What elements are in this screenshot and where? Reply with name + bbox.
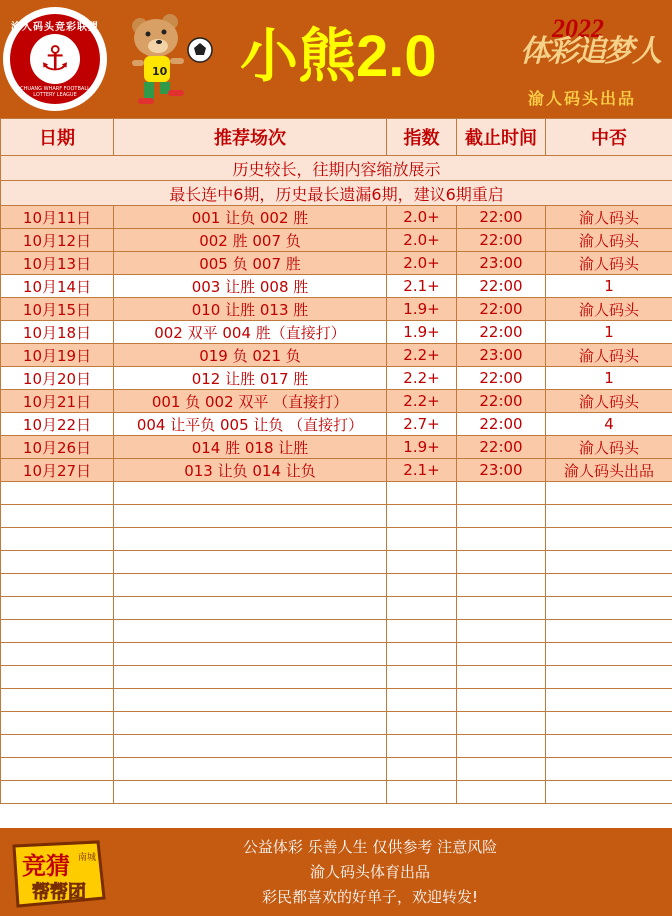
cell-deadline: 22:00 — [457, 229, 546, 252]
history-note: 历史较长，往期内容缩放展示 — [1, 156, 672, 181]
cell-result: 渝人码头 — [546, 229, 672, 252]
cell-match: 014 胜 018 让胜 — [114, 436, 387, 459]
empty-row — [1, 735, 672, 758]
cell-date: 10月26日 — [1, 436, 114, 459]
cell-result: 渝人码头 — [546, 252, 672, 275]
cell-date: 10月14日 — [1, 275, 114, 298]
bear-mascot-icon — [118, 10, 218, 110]
cell-date: 10月11日 — [1, 206, 114, 229]
cell-odds: 1.9+ — [387, 298, 457, 321]
cell-match: 003 让胜 008 胜 — [114, 275, 387, 298]
table-row — [1, 436, 672, 459]
empty-row — [1, 712, 672, 735]
table-row — [1, 459, 672, 482]
badge-subtext: 帮帮团 — [32, 882, 86, 903]
cell-date: 10月18日 — [1, 321, 114, 344]
cell-odds: 2.0+ — [387, 229, 457, 252]
cell-result: 1 — [546, 321, 672, 344]
col-header-match: 推荐场次 — [114, 119, 387, 156]
cell-odds: 2.2+ — [387, 390, 457, 413]
empty-row — [1, 643, 672, 666]
empty-row — [1, 505, 672, 528]
col-header-deadline: 截止时间 — [457, 119, 546, 156]
empty-row — [1, 689, 672, 712]
cell-deadline: 22:00 — [457, 206, 546, 229]
table-row — [1, 390, 672, 413]
cell-deadline: 22:00 — [457, 275, 546, 298]
header-banner — [0, 0, 672, 118]
cell-odds: 1.9+ — [387, 436, 457, 459]
anchor-icon: ⚓ — [39, 39, 71, 79]
cell-match: 013 让负 014 让负 — [114, 459, 387, 482]
cell-match: 002 胜 007 负 — [114, 229, 387, 252]
table-row — [1, 206, 672, 229]
cell-match: 019 负 021 负 — [114, 344, 387, 367]
footer-disclaimer: 公益体彩 乐善人生 仅供参考 注意风险 — [242, 838, 498, 856]
cell-odds: 2.0+ — [387, 206, 457, 229]
slogan: 体彩追梦人 — [520, 35, 660, 68]
table-row — [1, 229, 672, 252]
cell-odds: 2.2+ — [387, 344, 457, 367]
cell-date: 10月12日 — [1, 229, 114, 252]
cell-date: 10月21日 — [1, 390, 114, 413]
cell-result: 1 — [546, 275, 672, 298]
cell-result: 渝人码头 — [546, 344, 672, 367]
cell-odds: 2.1+ — [387, 459, 457, 482]
guess-club-badge-icon — [8, 838, 108, 910]
table-row — [1, 275, 672, 298]
cell-match: 004 让平负 005 让负 （直接打） — [114, 413, 387, 436]
cell-match: 005 负 007 胜 — [114, 252, 387, 275]
badge-corner-text: 南城 — [78, 853, 97, 863]
empty-row — [1, 574, 672, 597]
cell-result: 渝人码头出品 — [546, 459, 672, 482]
cell-date: 10月22日 — [1, 413, 114, 436]
cell-match: 001 让负 002 胜 — [114, 206, 387, 229]
cell-date: 10月13日 — [1, 252, 114, 275]
cell-date: 10月19日 — [1, 344, 114, 367]
logo-text: 渝人码头竞彩联盟 — [11, 22, 99, 33]
footer-share-note: 彩民都喜欢的好单子，欢迎转发! — [261, 888, 478, 906]
empty-row — [1, 620, 672, 643]
empty-row — [1, 666, 672, 689]
cell-deadline: 22:00 — [457, 321, 546, 344]
cell-result: 渝人码头 — [546, 436, 672, 459]
table-row — [1, 298, 672, 321]
cell-odds: 2.1+ — [387, 275, 457, 298]
producer-label: 渝人码头出品 — [528, 89, 637, 108]
logo-ring — [10, 14, 100, 104]
recommendation-table — [0, 118, 672, 804]
cell-deadline: 22:00 — [457, 413, 546, 436]
badge-text: 竞猜 — [22, 852, 70, 880]
cell-deadline: 23:00 — [457, 459, 546, 482]
col-header-date: 日期 — [1, 119, 114, 156]
bear-shirt-number: 10 — [152, 65, 168, 78]
cell-odds: 2.7+ — [387, 413, 457, 436]
logo-inner — [30, 34, 80, 84]
streak-note: 最长连中6期，历史最长遗漏6期，建议6期重启 — [1, 181, 672, 206]
col-header-result: 中否 — [546, 119, 672, 156]
footer-producer: 渝人码头体育出品 — [309, 863, 430, 881]
cell-odds: 2.2+ — [387, 367, 457, 390]
empty-row — [1, 781, 672, 804]
cell-match: 012 让胜 017 胜 — [114, 367, 387, 390]
empty-row — [1, 551, 672, 574]
cell-match: 002 双平 004 胜（直接打） — [114, 321, 387, 344]
cell-deadline: 22:00 — [457, 436, 546, 459]
cell-deadline: 22:00 — [457, 390, 546, 413]
col-header-odds: 指数 — [387, 119, 457, 156]
cell-deadline: 23:00 — [457, 252, 546, 275]
cell-date: 10月27日 — [1, 459, 114, 482]
table-row — [1, 321, 672, 344]
cell-result: 渝人码头 — [546, 298, 672, 321]
empty-row — [1, 758, 672, 781]
cell-match: 010 让胜 013 胜 — [114, 298, 387, 321]
empty-row — [1, 597, 672, 620]
cell-result: 渝人码头 — [546, 390, 672, 413]
league-logo — [3, 7, 107, 111]
table-row — [1, 344, 672, 367]
logo-subtext: CHUANG WHARF FOOTBALL LOTTERY LEAGUE — [20, 86, 90, 98]
cell-deadline: 23:00 — [457, 344, 546, 367]
table-row — [1, 252, 672, 275]
cell-deadline: 22:00 — [457, 367, 546, 390]
empty-row — [1, 528, 672, 551]
table-header-row — [1, 119, 672, 156]
table-row — [1, 367, 672, 390]
table-row — [1, 413, 672, 436]
cell-result: 1 — [546, 367, 672, 390]
slogan-year: 2022 — [552, 14, 604, 43]
page-title: 小熊2.0 — [240, 24, 437, 89]
cell-deadline: 22:00 — [457, 298, 546, 321]
cell-date: 10月20日 — [1, 367, 114, 390]
footer-banner — [0, 828, 672, 916]
cell-odds: 1.9+ — [387, 321, 457, 344]
empty-row — [1, 482, 672, 505]
cell-result: 4 — [546, 413, 672, 436]
cell-odds: 2.0+ — [387, 252, 457, 275]
cell-match: 001 负 002 双平 （直接打） — [114, 390, 387, 413]
cell-date: 10月15日 — [1, 298, 114, 321]
cell-result: 渝人码头 — [546, 206, 672, 229]
